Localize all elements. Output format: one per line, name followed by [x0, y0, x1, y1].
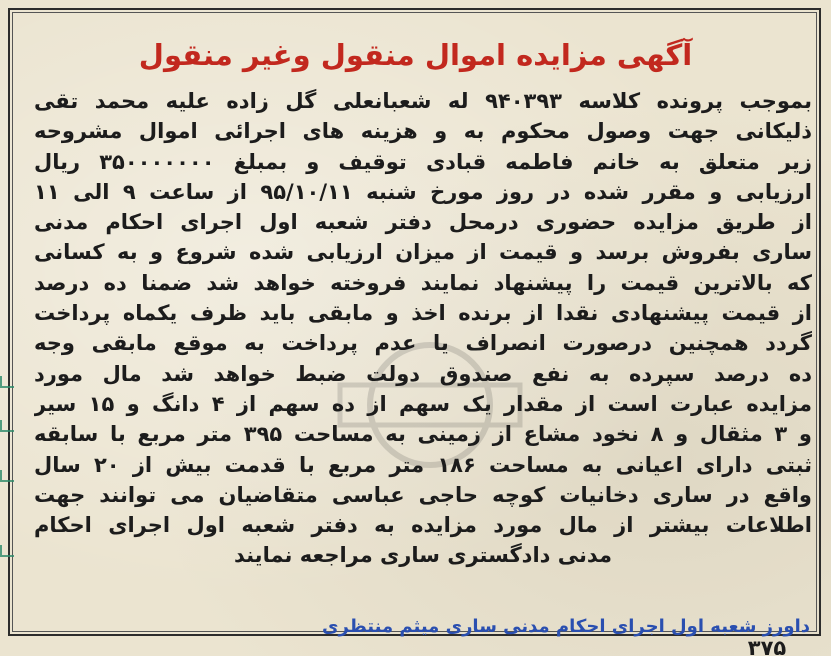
notice-line: ثبتی دارای اعیانی به مساحت ۱۸۶ متر مربع با قدمت بیش از ۲۰ سال [34, 452, 812, 477]
notice-line: و ۳ مثقال و ۸ نخود مشاع از زمینی به مساحت ۳۹۵ متر مربع با سابقه [34, 422, 812, 447]
notice-line: بموجب پرونده کلاسه ۹۴۰۳۹۳ له شعبانعلی گل زاده علیه محمد تقی [34, 89, 812, 113]
notice-line: ده درصد سپرده به نفع صندوق دولت ضبط خواهد شد مال مورد [34, 361, 812, 386]
notice-line: مدنی دادگستری ساری مراجعه نمایند [233, 543, 613, 568]
notice-line: ذلیکانی جهت وصول محکوم به و هزینه های اجرائی اموال مشروحه [34, 119, 812, 144]
notice-line: گردد همچنین درصورت انصراف یا عدم پرداخت به موقع مابقی وجه [34, 331, 812, 356]
signature: داورز شعبه اول اجرای احکام مدنی ساری میثم منتظری [322, 616, 810, 637]
notice-line: مزایده عبارت است از مقدار یک سهم از ده سهم از ۴ دانگ و ۱۵ سیر [34, 391, 812, 416]
notice-line: اطلاعات بیشتر از مال مورد مزایده به دفتر شعبه اول اجرای احکام [34, 513, 812, 538]
notice-line: که بالاترین قیمت را پیشنهاد نمایند فروخته خواهد شد ضمنا ده درصد [34, 270, 812, 295]
notice-title: آگهی مزایده اموال منقول وغیر منقول [138, 38, 693, 72]
margin-mark [0, 376, 14, 388]
notice-line: ارزیابی و مقرر شده در روز مورخ شنبه ۹۵/۱۰/۱۱ از ساعت ۹ الی ۱۱ [34, 179, 812, 204]
notice-line: زیر متعلق به خانم فاطمه قبادی توقیف و بمبلغ ۳۵۰۰۰۰۰۰۰ ریال [34, 149, 812, 174]
reference-number: ۳۷۵ [747, 636, 787, 656]
notice-line: ساری بفروش برسد و قیمت از میزان ارزیابی شده شروع و به کسانی [34, 240, 812, 265]
margin-mark [0, 545, 14, 557]
notice-body [34, 86, 812, 571]
margin-mark [0, 470, 14, 482]
notice-line: از قیمت پیشنهادی نقدا از برنده اخذ و مابقی باید ظرف یکماه پرداخت [34, 301, 812, 326]
notice-line: از طریق مزایده حضوری درمحل دفتر شعبه اول اجرای احکام مدنی [34, 210, 812, 235]
notice-line: واقع در ساری دخانیات کوچه حاجی عباسی متقاضیان می توانند جهت [34, 482, 812, 507]
margin-mark [0, 420, 14, 432]
